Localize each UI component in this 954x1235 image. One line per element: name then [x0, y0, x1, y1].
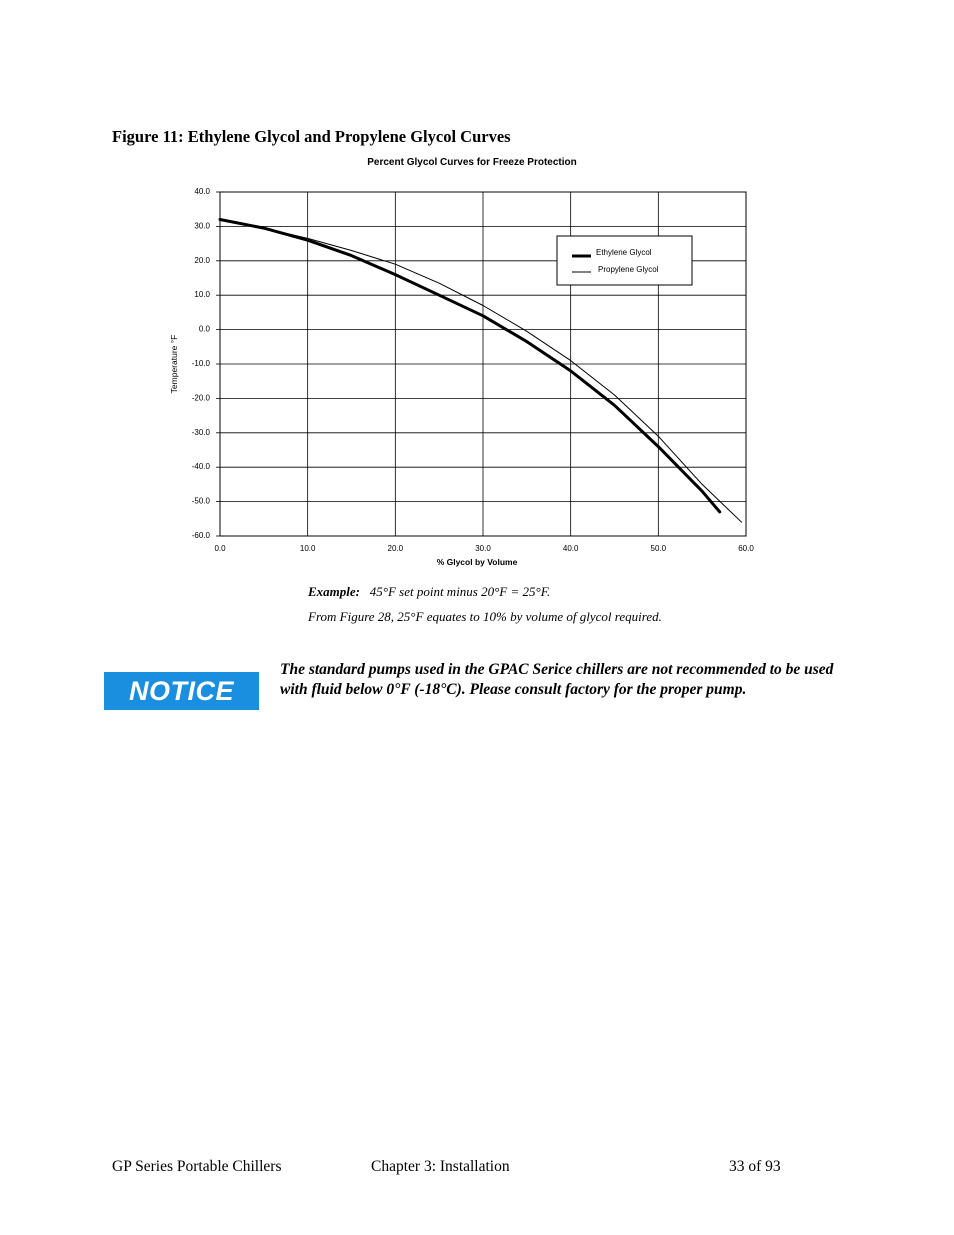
chart-title: Percent Glycol Curves for Freeze Protection [367, 157, 577, 168]
chart-svg [150, 150, 800, 580]
x-axis-ticks [214, 544, 754, 553]
notice-badge [104, 672, 259, 710]
notice-text: The standard pumps used in the GPAC Serice chillers are not recommended to be used with fluid below 0°F (-18°C). Please consult factory for the proper pump. [280, 661, 834, 698]
chart-legend [557, 236, 692, 285]
legend-box [557, 236, 692, 285]
footer-document-title: GP Series Portable Chillers [112, 1158, 282, 1175]
footer-chapter: Chapter 3: Installation [371, 1158, 510, 1175]
y-axis-label: Temperature °F [169, 334, 179, 394]
notice-badge-label: NOTICE [128, 675, 234, 706]
y-tick-label: 40.0 [194, 187, 210, 196]
x-axis-label: % Glycol by Volume [436, 557, 518, 567]
y-tick-label: 10.0 [194, 290, 210, 300]
y-tick-label: -30.0 [191, 427, 210, 437]
glycol-chart [150, 150, 800, 580]
example-line [308, 584, 550, 600]
legend-label-propylene: Propylene Glycol [598, 265, 659, 274]
y-tick-label: -50.0 [191, 496, 210, 506]
x-tick-label: 40.0 [562, 544, 579, 553]
x-tick-label: 20.0 [387, 544, 404, 553]
x-tick-label: 60.0 [738, 544, 754, 553]
x-tick-label: 50.0 [650, 544, 667, 553]
x-tick-label: 30.0 [475, 544, 491, 553]
y-tick-label: -10.0 [191, 359, 210, 368]
y-tick-label: 0.0 [198, 324, 210, 334]
y-tick-label: -40.0 [191, 462, 210, 472]
y-tick-label: -20.0 [191, 393, 210, 403]
example-text: 45°F set point minus 20°F = 25°F. [369, 584, 551, 599]
example-label: Example: [308, 584, 360, 599]
legend-label-ethylene: Ethylene Glycol [596, 248, 652, 257]
x-tick-label: 0.0 [214, 544, 226, 553]
y-tick-label: -60.0 [191, 531, 210, 540]
x-tick-label: 10.0 [299, 544, 316, 553]
figure-title: Figure 11: Ethylene Glycol and Propylene Glycol Curves [112, 127, 511, 146]
example-note: From Figure 28, 25°F equates to 10% by volume of glycol required. [308, 609, 662, 624]
footer-page-number: 33 of 93 [729, 1158, 781, 1175]
y-tick-label: 30.0 [194, 221, 210, 231]
y-axis-ticks [192, 187, 220, 540]
y-tick-label: 20.0 [194, 255, 210, 265]
